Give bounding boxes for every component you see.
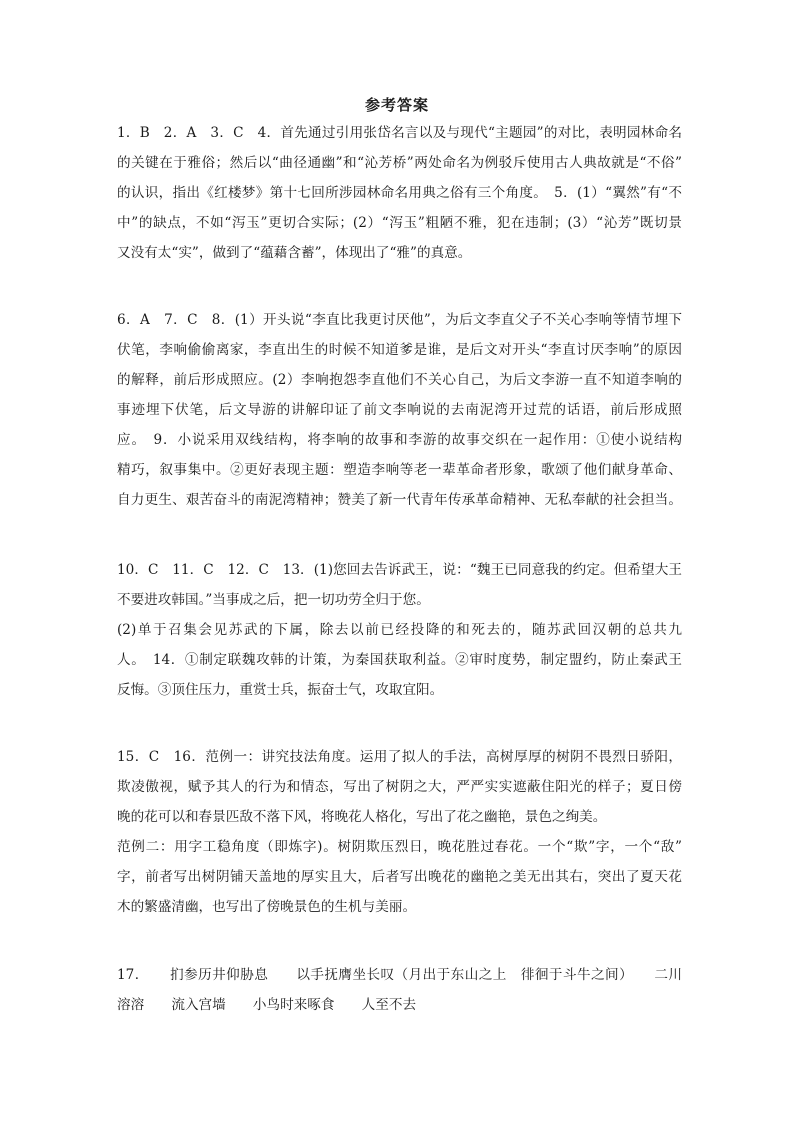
text-line: 又没有太“实”，做到了“蕴藉含蓄”，体现出了“雅”的真意。 (117, 245, 472, 261)
text-line: 人。 14．①制定联魏攻韩的计策，为秦国获取利益。②审时度势，制定盟约，防止秦武王 (117, 652, 682, 668)
text-line: 的解释，前后形成照应。(2）李响抱怨李直他们不关心自己，为后文李游一直不知道李响的 (117, 372, 682, 388)
text-line: 10．C 11．C 12．C 13．(1)您回去告诉武王，说：“魏王已同意我的约定。但希望大王 (117, 562, 682, 578)
text-line: 反悔。③顶住压力，重赏士兵，振奋士气，攻取宜阳。 (117, 682, 444, 698)
text-line: 伏笔，李响偷偷离家，李直出生的时候不知道爹是谁，是后文对开头“李直讨厌李响”的原因 (117, 342, 682, 358)
text-line: 中”的缺点，不如“泻玉”更切合实际；(2）“泻玉”粗陋不雅，犯在违制；(3）“沁芳”既切景 (117, 215, 682, 231)
text-line: 精巧，叙事集中。②更好表现主题：塑造李响等老一辈革命者形象，歌颂了他们献身革命、 (117, 462, 682, 478)
text-line: 溶溶 流入宫墙 小鸟时来啄食 人至不去 (117, 997, 417, 1013)
answer-section-3 (117, 555, 682, 705)
text-line: 不要进攻韩国。”当事成之后，把一切功劳全归于您。 (117, 592, 430, 608)
text-line: 应。 9．小说采用双线结构，将李响的故事和李游的故事交织在一起作用：①使小说结构 (117, 432, 682, 448)
answer-section-4 (117, 742, 682, 922)
page-title: 参考答案 (364, 96, 429, 114)
answer-section-1 (117, 118, 682, 268)
text-line: (2)单于召集会见苏武的下属，除去以前已经投降的和死去的，随苏武回汉朝的总共九 (117, 622, 682, 638)
text-line: 17． 扪参历井仰胁息 以手抚膺坐长叹（月出于东山之上 徘徊于斗牛之间） 二川 (117, 967, 682, 983)
text-line: 字，前者写出树阴铺天盖地的厚实且大，后者写出晚花的幽艳之美无出其右，突出了夏天花 (117, 869, 682, 885)
text-line: 的认识，指出《红楼梦》第十七回所涉园林命名用典之俗有三个角度。 5．(1）“翼然”有“不 (117, 185, 682, 201)
text-line: 欺凌傲视，赋予其人的行为和情态，写出了树阴之大，严严实实遮蔽住阳光的样子；夏日傍 (117, 779, 682, 795)
text-line: 晚的花可以和春景匹敌不落下风，将晚花人格化，写出了花之幽艳，景色之绚美。 (117, 809, 607, 825)
answer-section-2 (117, 305, 682, 515)
text-line: 自力更生、艰苦奋斗的南泥湾精神；赞美了新一代青年传承革命精神、无私奉献的社会担当。 (117, 492, 682, 508)
text-line: 的关键在于雅俗；然后以“曲径通幽”和“沁芳桥”两处命名为例驳斥使用古人典故就是“不俗” (117, 155, 682, 171)
text-line: 1．B 2．A 3．C 4．首先通过引用张岱名言以及与现代“主题园”的对比，表明园林命名 (117, 125, 682, 141)
answer-section-5 (117, 960, 682, 1020)
text-line: 6．A 7．C 8．(1）开头说“李直比我更讨厌他”，为后文李直父子不关心李响等情节埋下 (117, 312, 682, 328)
text-line: 木的繁盛清幽，也写出了傍晚景色的生机与美丽。 (117, 899, 417, 915)
text-line: 事迹埋下伏笔，后文导游的讲解印证了前文李响说的去南泥湾开过荒的话语，前后形成照 (117, 402, 682, 418)
text-line: 15．C 16．范例一：讲究技法角度。运用了拟人的手法，高树厚厚的树阴不畏烈日骄阳， (117, 749, 682, 765)
text-line: 范例二：用字工稳角度（即炼字)。树阴欺压烈日，晚花胜过春花。一个“欺”字，一个“敌” (117, 839, 682, 855)
